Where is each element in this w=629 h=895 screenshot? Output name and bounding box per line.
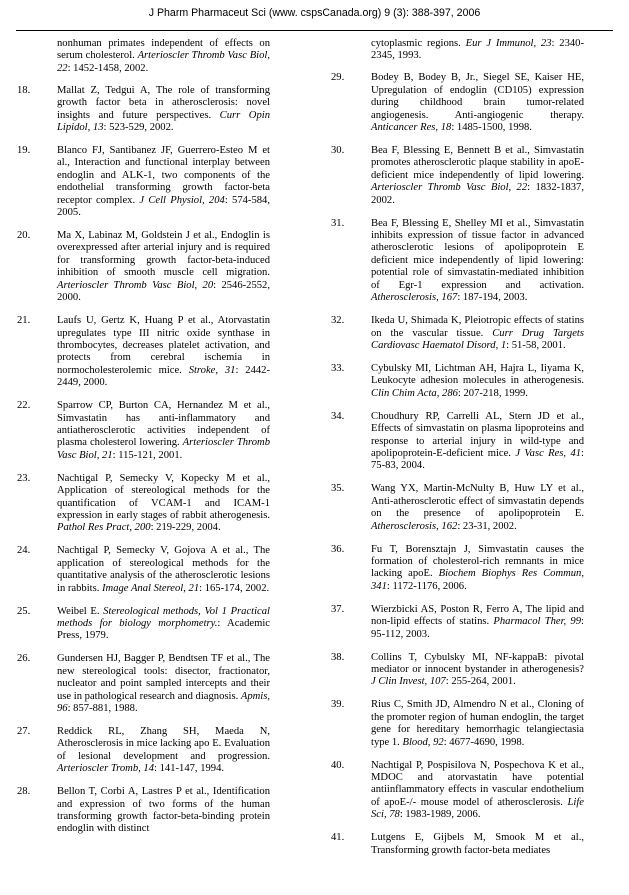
- reference-number: 38.: [331, 651, 345, 663]
- reference-text: [57, 145, 270, 219]
- reference-text-segment: : 2340-2345, 1993.: [371, 38, 584, 62]
- reference-text-segment: : 523-529, 2002.: [103, 122, 174, 134]
- reference-text-segment: : 4677-4690, 1998.: [443, 736, 525, 748]
- reference-text-segment: : 2442-2449, 2000.: [57, 364, 270, 389]
- reference-number: 18.: [17, 84, 31, 96]
- reference-journal: Pharmacol Ther, 99: [493, 616, 582, 628]
- reference-text-segment: Cybulsky MI, Lichtman AH, Hajra L, Iiyama K, Leukocyte adhesion molecules in atherogenesis.: [371, 362, 584, 387]
- reference-journal: Clin Chim Acta, 286: [371, 387, 458, 399]
- reference-entry: [17, 315, 270, 389]
- reference-text: [371, 483, 584, 533]
- reference-journal: Biochem Biophys Res Commun, 341: [371, 568, 584, 592]
- reference-column-right: [331, 38, 584, 868]
- reference-entry: [331, 760, 584, 822]
- reference-text-segment: Sparrow CP, Burton CA, Hernandez M et al., Simvastatin has anti-inflammatory and antiatherosclerotic activities independent of plasma cholesterol lowering.: [57, 400, 270, 449]
- reference-text: [371, 363, 584, 400]
- reference-number: 34.: [331, 410, 345, 422]
- reference-number: 29.: [331, 72, 345, 84]
- reference-journal: Atherosclerosis, 162: [371, 520, 458, 532]
- reference-journal: Arterioscler Thromb Vasc Biol, 22: [371, 182, 528, 194]
- reference-text: [57, 786, 270, 836]
- reference-number: 33.: [331, 362, 345, 374]
- reference-text-segment: cytoplasmic regions.: [371, 38, 466, 49]
- reference-journal: J Clin Invest, 107: [371, 676, 446, 688]
- reference-text-segment: : 255-264, 2001.: [445, 676, 516, 688]
- reference-text: [57, 653, 270, 715]
- reference-number: 35.: [331, 483, 345, 495]
- reference-text-segment: Laufs U, Gertz K, Huang P et al., Atorvastatin upregulates type III nitric oxide synthase in thrombocytes, decreases platelet activation, and protects from cerebral ischemia in normocholesterolemic mice.: [57, 315, 270, 376]
- reference-text: [57, 606, 270, 643]
- reference-text-segment: : 857-881, 1988.: [67, 703, 138, 715]
- reference-entry: [331, 411, 584, 473]
- reference-entry: [17, 473, 270, 535]
- reference-text: [371, 652, 584, 689]
- reference-entry: [331, 652, 584, 689]
- reference-text-segment: : 207-218, 1999.: [457, 387, 528, 399]
- reference-text-segment: : 1832-1837, 2002.: [371, 182, 584, 206]
- reference-entry: [331, 363, 584, 400]
- reference-journal: Arterioscler Thromb Vasc Biol, 22: [57, 50, 270, 74]
- reference-text-segment: nonhuman primates independent of effects on serum cholesterol.: [57, 38, 270, 62]
- reference-entry: [331, 604, 584, 641]
- reference-text-segment: Lutgens E, Gijbels M, Smook M et al., Transforming growth factor-beta mediates: [371, 832, 584, 856]
- reference-text-segment: : 2546-2552, 2000.: [57, 279, 270, 304]
- reference-number: 30.: [331, 145, 345, 157]
- reference-journal: Curr Drug Targets Cardiovasc Haematol Disord, 1: [371, 327, 584, 351]
- reference-text-segment: : 51-58, 2001.: [506, 339, 566, 351]
- header-rule: [16, 30, 613, 31]
- reference-text-segment: : 115-121, 2001.: [112, 449, 183, 461]
- reference-text-segment: : 187-194, 2003.: [457, 292, 528, 304]
- reference-journal: Eur J Immunol, 23: [465, 38, 552, 49]
- reference-text-segment: : 1485-1500, 1998.: [451, 122, 532, 134]
- reference-entry: [17, 653, 270, 715]
- reference-text-segment: Ikeda U, Shimada K, Pleiotropic effects of statins on the vascular tissue.: [371, 315, 584, 339]
- reference-text: [371, 760, 584, 822]
- reference-text: [57, 85, 270, 135]
- reference-text: [57, 315, 270, 389]
- reference-number: 28.: [17, 786, 31, 798]
- reference-text: [371, 699, 584, 749]
- reference-column-left: [17, 38, 270, 846]
- reference-entry: [331, 72, 584, 134]
- running-header: J Pharm Pharmaceut Sci (www. cspsCanada.org) 9 (3): 388-397, 2006: [148, 7, 481, 19]
- reference-entry: [331, 218, 584, 305]
- reference-entry: [17, 38, 270, 75]
- reference-journal: Atherosclerosis, 167: [371, 292, 458, 304]
- reference-text: [371, 411, 584, 473]
- reference-text-segment: Nachtigal P, Pospisilova N, Pospechova K et al., MDOC and atorvastatin have potential antiinflammatory effects in vascular endothelium of apoE-/- mouse model of atherosclerosis.: [371, 759, 584, 808]
- reference-text: [371, 38, 584, 63]
- reference-text-segment: : 1452-1458, 2002.: [67, 62, 149, 74]
- reference-journal: Arterioscler Tromb, 14: [57, 763, 155, 775]
- reference-journal: Image Anal Stereol, 21: [102, 582, 200, 594]
- reference-journal: Stereological methods, Vol 1 Practical methods for biology morphometry.: [57, 605, 270, 629]
- reference-entry: [17, 230, 270, 304]
- reference-entry: [331, 145, 584, 207]
- reference-entry: [17, 545, 270, 595]
- reference-number: 37.: [331, 603, 345, 615]
- reference-number: 41.: [331, 832, 345, 844]
- reference-text-segment: Choudhury RP, Carrelli AL, Stern JD et al., Effects of simvastatin on plasma lipoproteins and response to arterial injury in wild-type and apolipoprotein-E-deficient mice.: [371, 410, 584, 459]
- reference-entry: [331, 315, 584, 352]
- reference-text-segment: Blanco FJ, Santibanez JF, Guerrero-Esteo M et al., Interaction and functional interplay between endoglin and ALK-1, two components of the endothelial transforming growth factor-beta receptor complex.: [57, 145, 270, 206]
- reference-entry: [17, 786, 270, 836]
- reference-entry: [17, 400, 270, 462]
- reference-entry: [17, 145, 270, 219]
- reference-text-segment: Gundersen HJ, Bagger P, Bendtsen TF et al., The new stereological tools: disector, fractionator, nucleator and point sampled intercepts and their use in pathological research and diagnosis.: [57, 653, 270, 702]
- reference-number: 20.: [17, 230, 31, 242]
- reference-entry: [331, 38, 584, 63]
- reference-text-segment: Bodey B, Bodey B, Jr., Siegel SE, Kaiser HE, Upregulation of endoglin (CD105) expression during childhood brain tumor-related angiogenesis. Anti-angiogenic therapy.: [371, 72, 584, 121]
- reference-journal: Pathol Res Pract, 200: [57, 522, 151, 534]
- reference-entry: [331, 699, 584, 749]
- reference-text-segment: : 1172-1176, 2006.: [386, 580, 467, 592]
- reference-text-segment: Bellon T, Corbi A, Lastres P et al., Identification and expression of two forms of the human transforming growth factor-beta-binding protein endoglin with distinct: [57, 786, 270, 835]
- reference-text-segment: Nachtigal P, Semecky V, Kopecky M et al., Application of stereological methods for the quantification of VCAM-1 and ICAM-1 expression in early stages of rabbit atherogenesis.: [57, 472, 270, 521]
- reference-text-segment: : Academic Press, 1979.: [57, 618, 270, 642]
- reference-text: [371, 145, 584, 207]
- reference-number: 27.: [17, 726, 31, 738]
- reference-text-segment: Collins T, Cybulsky MI, NF-kappaB: pivotal mediator or innocent bystander in atherogenesis?: [371, 651, 584, 675]
- reference-number: 23.: [17, 472, 31, 484]
- reference-number: 39.: [331, 699, 345, 711]
- reference-journal: Blood, 92: [402, 736, 444, 748]
- reference-number: 36.: [331, 543, 345, 555]
- reference-text-segment: Ma X, Labinaz M, Goldstein J et al., Endoglin is overexpressed after arterial injury and is required for transforming growth factor-beta-induced inhibition of smooth muscle cell migration.: [57, 230, 270, 279]
- reference-number: 24.: [17, 545, 31, 557]
- reference-text: [371, 315, 584, 352]
- reference-journal: Arterioscler Thromb Vasc Biol, 20: [57, 279, 214, 291]
- reference-text-segment: Nachtigal P, Semecky V, Gojova A et al., The application of stereological methods for the quantitative analysis of the atherosclerotic lesions in rabbits.: [57, 545, 270, 594]
- reference-text: [57, 400, 270, 462]
- reference-text: [57, 473, 270, 535]
- reference-text-segment: Bea F, Blessing E, Shelley MI et al., Simvastatin inhibits expression of tissue factor in advanced atherosclerotic lesions of apolipoprotein E deficient mice independently of lipid lowering: potential role of simvastatin-mediated inhibition of Egr-1 expression and activation.: [371, 217, 584, 291]
- reference-journal: Arterioscler Thromb Vasc Biol, 21: [57, 437, 270, 461]
- reference-text: [371, 832, 584, 857]
- reference-entry: [331, 544, 584, 594]
- reference-number: 31.: [331, 217, 345, 229]
- reference-text: [57, 230, 270, 304]
- reference-text: [57, 545, 270, 595]
- reference-text-segment: : 141-147, 1994.: [154, 763, 225, 775]
- reference-journal: Apmis, 96: [57, 690, 271, 715]
- reference-number: 25.: [17, 605, 31, 617]
- reference-entry: [331, 832, 584, 857]
- reference-journal: J Vasc Res, 41: [515, 447, 582, 459]
- reference-number: 32.: [331, 315, 345, 327]
- reference-journal: J Cell Physiol, 204: [139, 194, 225, 206]
- reference-entry: [17, 606, 270, 643]
- reference-number: 21.: [17, 315, 31, 327]
- reference-number: 26.: [17, 653, 31, 665]
- reference-text: [371, 604, 584, 641]
- reference-text-segment: : 95-112, 2003.: [371, 616, 584, 640]
- reference-number: 19.: [17, 145, 31, 157]
- reference-text-segment: Reddick RL, Zhang SH, Maeda N, Atherosclerosis in mice lacking apo E. Evaluation of lesional development and progression.: [57, 726, 270, 762]
- reference-text-segment: Weibel E.: [57, 605, 104, 617]
- reference-text-segment: Wierzbicki AS, Poston R, Ferro A, The lipid and non-lipid effects of statins.: [371, 603, 584, 628]
- reference-text-segment: Mallat Z, Tedgui A, The role of transforming growth factor beta in atherosclerosis: novel insights and future perspectives.: [57, 84, 270, 121]
- reference-text-segment: Rius C, Smith JD, Almendro N et al., Cloning of the promoter region of human endoglin, the target gene for hereditary hemorrhagic telangiectasia type 1.: [371, 699, 584, 748]
- reference-text: [57, 38, 270, 75]
- reference-entry: [17, 726, 270, 776]
- reference-text-segment: : 1983-1989, 2006.: [399, 809, 481, 821]
- reference-text: [57, 726, 270, 776]
- reference-text-segment: Bea F, Blessing E, Bennett B et al., Simvastatin promotes atherosclerotic plaque stability in apoE-deficient mice independently of lipid lowering.: [371, 145, 584, 181]
- reference-entry: [331, 483, 584, 533]
- reference-text-segment: Fu T, Borensztajn J, Simvastatin causes the formation of cholesterol-rich remnants in mice lacking apoE.: [371, 543, 584, 580]
- reference-journal: Stroke, 31: [188, 364, 236, 376]
- reference-text: [371, 218, 584, 305]
- reference-text: [371, 72, 584, 134]
- reference-text-segment: : 23-31, 2002.: [457, 520, 517, 532]
- reference-number: 22.: [17, 400, 31, 412]
- reference-text-segment: : 165-174, 2002.: [199, 582, 270, 594]
- reference-entry: [17, 85, 270, 135]
- reference-journal: Anticancer Res, 18: [371, 122, 452, 134]
- reference-text-segment: : 574-584, 2005.: [57, 194, 270, 219]
- reference-text: [371, 544, 584, 594]
- reference-journal: Curr Opin Lipidol, 13: [57, 109, 270, 134]
- reference-number: 40.: [331, 759, 345, 771]
- reference-text-segment: Wang YX, Martin-McNulty B, Huw LY et al., Anti-atherosclerotic effect of simvastatin depends on the presence of apolipoprotein E.: [371, 483, 584, 520]
- reference-journal: Life Sci, 78: [371, 796, 584, 821]
- reference-text-segment: : 75-83, 2004.: [371, 447, 584, 472]
- reference-text-segment: : 219-229, 2004.: [150, 522, 221, 534]
